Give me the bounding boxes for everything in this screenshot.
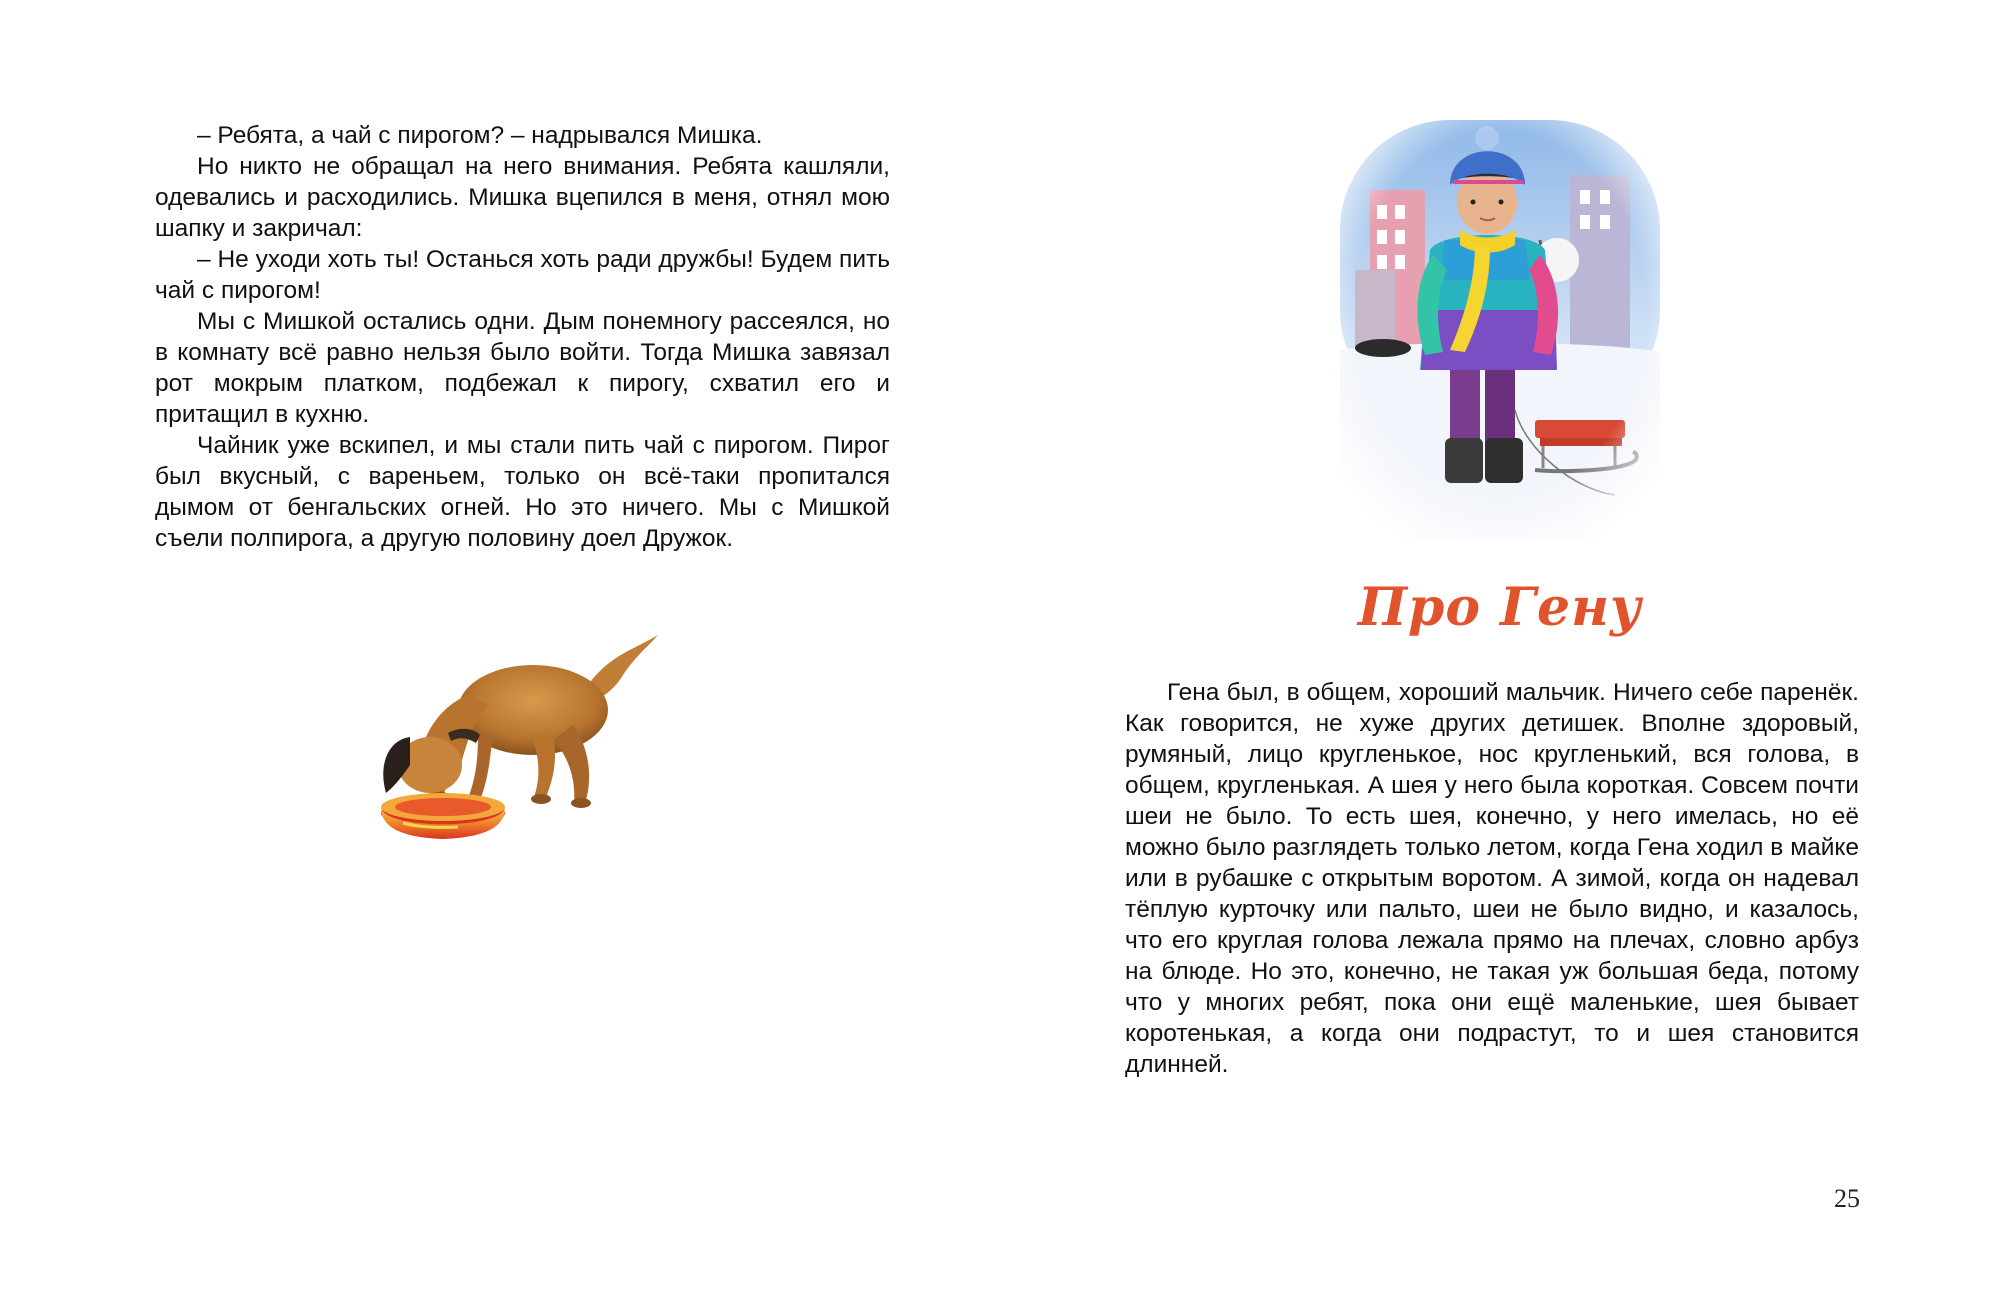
paragraph: Чайник уже вскипел, и мы стали пить чай с пирогом. Пирог был вкусный, с вареньем, только он всё-таки пропитался дымом от бенгальских огней. Но это ничего. Мы с Мишкой съели полпирога, а другую половину доел Дружок. bbox=[155, 432, 890, 552]
boy-winter-illustration bbox=[1325, 120, 1675, 550]
chapter-title: Про Гену bbox=[1357, 577, 1643, 638]
dog-illustration bbox=[348, 615, 688, 845]
right-page bbox=[1000, 0, 2000, 1307]
paragraph: – Не уходи хоть ты! Останься хоть ради дружбы! Будем пить чай с пирогом! bbox=[155, 246, 890, 304]
paragraph: Гена был, в общем, хороший мальчик. Ничего себе паренёк. Как говорится, не хуже других детишек. Вполне здоровый, румяный, лицо кругленькое, нос кругленький, вся голова, в общем, кругленькая. А шея у него была короткая. Совсем почти шеи не было. То есть шея, конечно, у него имелась, но её можно было разглядеть только летом, когда Гена ходил в майке или в рубашке с открытым воротом. А зимой, когда он надевал тёплую курточку или пальто, шеи не было видно, и казалось, что его круглая голова лежала прямо на плечах, словно арбуз на блюде. Но это, конечно, не такая уж большая беда, потому что у многих ребят, пока они ещё маленькие, шея бывает коротенькая, а когда они подрастут, то и шея становится длинней. bbox=[1125, 679, 1859, 1078]
dog-drawing bbox=[348, 615, 688, 845]
left-page-text bbox=[155, 120, 890, 554]
paragraph: Но никто не обращал на него внимания. Ребята кашляли, одевались и расходились. Мишка вцепился в меня, отнял мою шапку и закричал: bbox=[155, 153, 890, 242]
right-page-text bbox=[1125, 677, 1859, 1080]
paragraph: Мы с Мишкой остались одни. Дым понемногу рассеялся, но в комнату всё равно нельзя было войти. Тогда Мишка завязал рот мокрым платком, подбежал к пирогу, схватил его и притащил в кухню. bbox=[155, 308, 890, 428]
boy-with-sled-drawing bbox=[1325, 120, 1675, 550]
page-number: 25 bbox=[1834, 1184, 1860, 1213]
paragraph: – Ребята, а чай с пирогом? – надрывался Мишка. bbox=[197, 122, 763, 149]
